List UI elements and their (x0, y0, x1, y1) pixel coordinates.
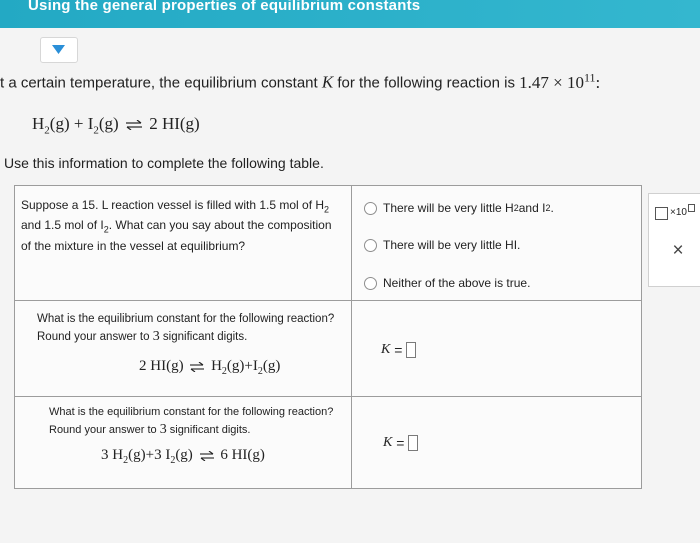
collapse-button[interactable] (40, 37, 78, 63)
reaction-3: 3 $H_2(g)+3$ $I_2(g)$ 6 HI(g) (101, 447, 265, 466)
answer-table (14, 185, 642, 489)
main-reaction: $H_2(g) + I_2(g)$ 2 HI(g) (32, 114, 200, 137)
question-1: Suppose a 15. L reaction vessel is filled with 1.5 mol of $H_2$ and 1.5 mol of $I_2$. What can you say about the composition of the mixture in the vessel at equilibrium? (21, 198, 332, 253)
close-button[interactable]: × (672, 240, 684, 261)
equilibrium-arrow-icon (199, 451, 215, 461)
page-title: Using the general properties of equilibrium constants (28, 0, 421, 14)
k-input-2[interactable] (406, 342, 416, 358)
equilibrium-arrow-icon (189, 362, 205, 372)
radio-button[interactable] (364, 277, 377, 290)
top-bar (0, 0, 700, 28)
k-answer-field-3: K = (383, 435, 418, 451)
equilibrium-arrow-icon (125, 120, 143, 130)
option-little-hi[interactable]: There will be very little HI. (364, 238, 520, 252)
radio-button[interactable] (364, 202, 377, 215)
question-3: What is the equilibrium constant for the following reaction? Round your answer to 3 significant digits. (49, 406, 334, 437)
option-neither[interactable]: Neither of the above is true. (364, 276, 530, 290)
radio-button[interactable] (364, 239, 377, 252)
tool-panel (648, 193, 700, 287)
k-symbol: K (321, 72, 334, 92)
reaction-2: 2 HI(g) $H_2(g)+I_2(g)$ (139, 358, 281, 377)
chevron-down-icon (52, 45, 65, 54)
k-input-3[interactable] (408, 435, 418, 451)
option-little-h2-i2[interactable]: There will be very little H 2 and I 2 . (364, 201, 554, 215)
exponent-box-icon (688, 204, 695, 212)
problem-statement: t a certain temperature, the equilibrium constant K for the following reaction is $1.47 \times 10^{11}$: (0, 70, 601, 92)
k-value: $1.47 \times 10^{11}$: (519, 70, 601, 92)
question-2: What is the equilibrium constant for the following reaction? Round your answer to 3 significant digits. (37, 313, 335, 344)
scientific-notation-button[interactable]: ×10 (655, 204, 695, 220)
instructions: Use this information to complete the following table. (4, 155, 324, 171)
k-answer-field-2: K = (381, 342, 416, 358)
box-icon (655, 207, 668, 220)
